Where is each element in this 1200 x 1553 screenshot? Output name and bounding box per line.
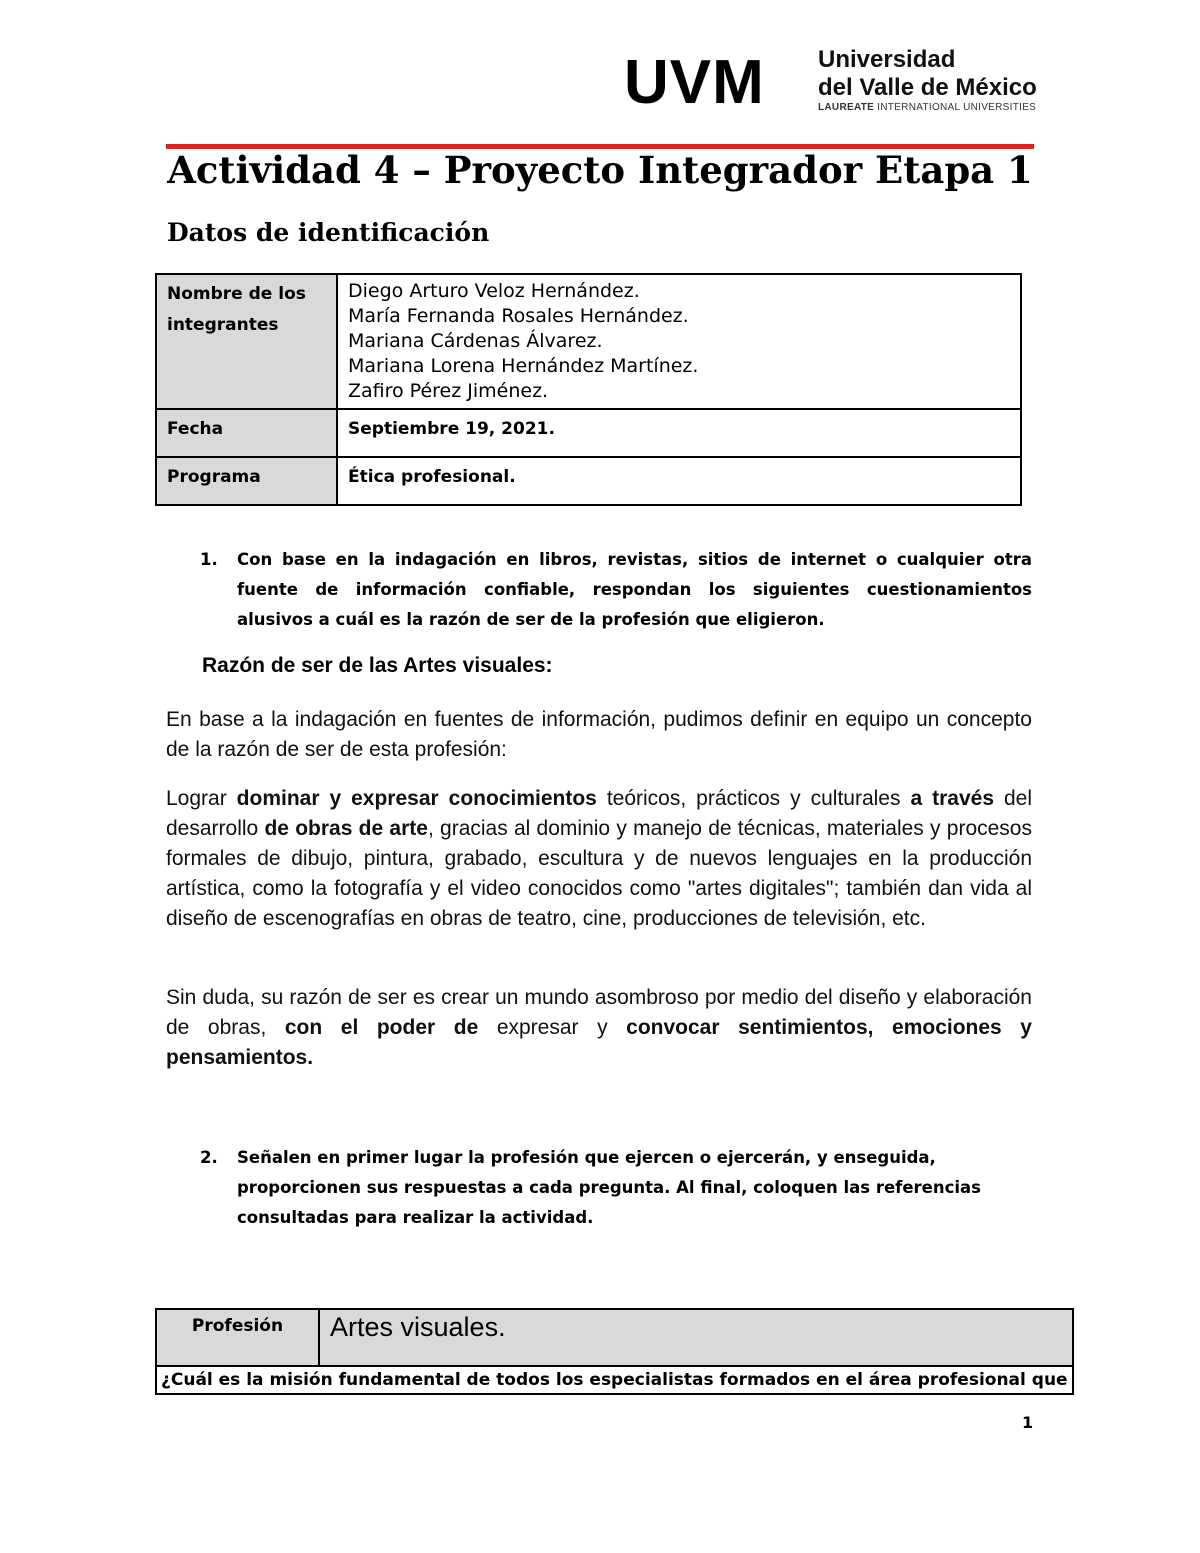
question-text: Con base en la indagación en libros, revistas, sitios de internet o cualquier otra fuente de información confiable, respondan los siguientes cuestionamientos alusivos a cuál es la razón de ser de la profesión que eligieron. [237, 550, 1032, 629]
emphasis-run: convocar sentimientos, emociones y pensamientos. [166, 1016, 1032, 1069]
program-row [156, 457, 1021, 505]
members-value [337, 274, 1021, 409]
answer-intro-paragraph: En base a la indagación en fuentes de información, pudimos definir en equipo un concepto de la razón de ser de esta profesión: [166, 708, 1032, 761]
university-name-line1: Universidad [818, 46, 956, 73]
program-value: Ética profesional. [337, 457, 1021, 505]
network-tagline-rest: INTERNATIONAL UNIVERSITIES [877, 102, 1037, 113]
question-2 [200, 1143, 1032, 1233]
network-tagline [818, 102, 1036, 113]
answer-body-paragraph [166, 784, 1032, 934]
date-value: Septiembre 19, 2021. [337, 409, 1021, 457]
text-run: Lograr [166, 787, 237, 810]
emphasis-run: de obras de arte [264, 817, 428, 840]
member-name: Zafiro Pérez Jiménez. [348, 380, 549, 402]
text-run: Sin duda, su razón de ser es crear un mundo asombroso por medio del diseño y elaboración de obras, [166, 986, 1032, 1039]
member-name: Mariana Lorena Hernández Martínez. [348, 355, 699, 377]
document-title: Actividad 4 – Proyecto Integrador Etapa 1 [167, 148, 1033, 192]
question-number: 2. [200, 1148, 218, 1167]
profession-question-row [156, 1366, 1073, 1394]
emphasis-run: a través [910, 787, 994, 810]
emphasis-run: dominar y expresar conocimientos [236, 787, 597, 810]
uvm-logo: UVM [624, 48, 765, 117]
network-tagline-bold: LAUREATE [818, 102, 875, 113]
profession-question: ¿Cuál es la misión fundamental de todos los especialistas formados en el área profesional que [156, 1366, 1073, 1394]
question-number: 1. [200, 550, 218, 569]
question-text: Señalen en primer lugar la profesión que ejercen o ejercerán, y enseguida, proporcionen sus respuestas a cada pregunta. Al final, coloquen las referencias consultadas para realizar la actividad. [237, 1148, 981, 1227]
date-row [156, 409, 1021, 457]
program-label: Programa [156, 457, 337, 505]
answer-heading: Razón de ser de las Artes visuales: [202, 654, 553, 677]
answer-conclusion-paragraph [166, 983, 1032, 1073]
identification-table [155, 273, 1022, 506]
profession-table [155, 1308, 1074, 1395]
profession-row [156, 1309, 1073, 1366]
members-label: Nombre de los integrantes [156, 274, 337, 409]
university-name [818, 46, 1037, 102]
date-label: Fecha [156, 409, 337, 457]
text-run: teóricos, prácticos y culturales [596, 787, 911, 810]
text-run: del desarrollo [166, 787, 1032, 840]
section-title: Datos de identificación [167, 218, 490, 247]
profession-label: Profesión [156, 1309, 319, 1366]
member-name: María Fernanda Rosales Hernández. [348, 305, 689, 327]
members-row [156, 274, 1021, 409]
profession-value: Artes visuales. [319, 1309, 1073, 1366]
university-name-line2: del Valle de México [818, 74, 1037, 101]
question-1 [200, 545, 1032, 635]
page-number: 1 [1022, 1413, 1034, 1432]
text-run: expresar y [478, 1016, 627, 1039]
member-name: Diego Arturo Veloz Hernández. [348, 280, 640, 302]
emphasis-run: con el poder de [284, 1016, 479, 1039]
member-name: Mariana Cárdenas Álvarez. [348, 330, 603, 352]
text-run: , gracias al dominio y manejo de técnicas, materiales y procesos formales de dibujo, pintura, grabado, escultura y de nuevos lenguajes en la producción artística, como la fotografía y el video conocidos como "artes digitales"; también dan vida al diseño de escenografías en obras de teatro, cine, producciones de televisión, etc. [166, 817, 1032, 930]
